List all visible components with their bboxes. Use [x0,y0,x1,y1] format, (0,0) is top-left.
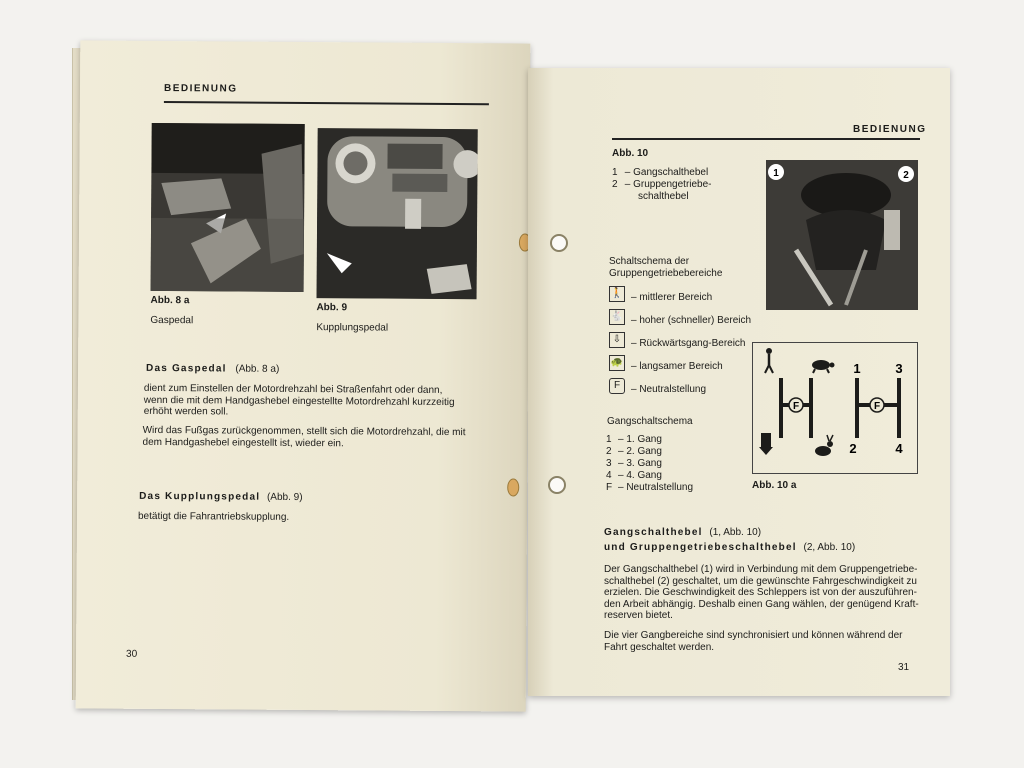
gear-number-3: 3 [895,361,903,376]
text-line: den Arbeit abhängig. Deshalb einen Gang wählen, der genügend Kraft- [604,598,919,610]
kupplungspedal-title: Das Kupplungspedal [139,490,261,503]
range-text: – langsamer Bereich [631,361,723,372]
range-item [609,309,789,332]
page-number: 31 [898,662,910,673]
fig10-label: Abb. 10 [612,148,649,159]
gangschalthebel-para1 [604,564,924,622]
gear-item: 2 – 2. Gang [606,446,662,457]
left-page [76,40,531,711]
rabbit-icon [815,435,833,456]
gangschalthebel-para2 [604,630,924,653]
range-text: – mittlerer Bereich [631,292,713,303]
turtle-icon [812,360,835,373]
range-text: – hoher (schneller) Bereich [631,315,752,326]
legend-item: schalthebel [638,191,689,202]
gear-number-4: 4 [895,441,903,456]
text-line: schalthebel (2) geschaltet, um die gewünschte Fahrgeschwindigkeit zu [604,575,917,587]
range-text: – Neutralstellung [631,384,707,395]
gear-list [606,434,693,494]
text-line: dem Handgashebel eingestellt ist, wieder ein. [142,436,344,449]
shift-pattern-diagram [752,342,918,474]
text-line: erhöht werden soll. [143,405,229,418]
gangschalthebel-heading [604,527,761,539]
text-line: wenn die mit dem Handgashebel eingestellte Motordrehzahl kurzzeitig [143,394,455,408]
reverse-icon: ⇩ [609,332,625,348]
reverse-icon [759,433,773,455]
fig10a-label: Abb. 10 a [752,480,797,491]
torn-binding-hole [507,478,519,496]
binding-hole [548,476,566,494]
gear-item: 4 – 4. Gang [606,470,662,481]
section-ref: (2, Abb. 10) [803,542,856,553]
section-title: Gangschalthebel [604,527,703,538]
text-line: Die vier Gangbereiche sind synchronisiert und können während der [604,630,903,641]
section-title: und Gruppengetriebeschalthebel [604,542,797,553]
header-rule [164,101,489,105]
text-line: reserven bietet. [604,610,673,621]
rabbit-icon: 🐇 [609,309,625,325]
clutch-pedal-photo [317,128,478,299]
text-line: dient zum Einstellen der Motordrehzahl bei Straßenfahrt oder dann, [143,382,443,396]
schema-title [609,256,722,280]
legend-item: 1 – Gangschalthebel [612,167,709,178]
neutral-f-left: F [792,401,800,412]
right-page [528,68,950,696]
kupplungspedal-heading [139,491,303,504]
page-header: BEDIENUNG [853,124,927,135]
text-line: Gruppengetriebebereiche [609,268,723,279]
section-ref: (1, Abb. 10) [709,527,762,538]
text-line: Schaltschema der [609,256,690,267]
page-number: 30 [126,648,138,660]
fig8a-label: Abb. 8 a [150,294,190,307]
gear-item: F – Neutralstellung [606,482,694,493]
text-line: Wird das Fußgas zurückgenommen, stellt sich die Motordrehzahl, die mit [142,424,466,439]
header-rule [612,138,920,140]
text-line: Fahrt geschaltet werden. [604,641,715,653]
gaspedal-heading [146,363,279,376]
photo-marker-1: 1 [773,168,779,179]
gaspedal-ref: (Abb. 8 a) [235,363,280,375]
gear-number-1: 1 [853,361,861,376]
range-item [609,286,789,309]
gear-number-2: 2 [849,441,857,456]
gear-item: 1 – 1. Gang [606,434,662,445]
gas-pedal-photo [151,123,305,292]
fig9-caption: Kupplungspedal [316,322,389,334]
fig9-label: Abb. 9 [316,302,348,314]
page-header: BEDIENUNG [163,83,238,95]
photo-marker-2: 2 [903,170,909,181]
gaspedal-para1 [144,383,484,420]
gruppengetriebe-heading [604,542,855,554]
gaspedal-title: Das Gaspedal [146,362,227,375]
neutral-icon: F [609,378,625,394]
fig8a-caption: Gaspedal [150,314,194,327]
turtle-icon: 🐢 [609,355,625,371]
kupplungspedal-ref: (Abb. 9) [266,491,303,503]
gaspedal-para2 [142,425,482,450]
walker-icon: 🚶 [609,286,625,302]
neutral-f-right: F [873,401,881,412]
text-line: erzielen. Die Geschwindigkeit des Schleppers ist von der auszuführen- [604,587,917,598]
binding-hole [550,234,568,252]
text-line: Der Gangschalthebel (1) wird in Verbindung mit dem Gruppengetriebe- [604,564,918,575]
gear-schema-title: Gangschaltschema [607,416,693,427]
legend-item: 2 – Gruppengetriebe- [612,179,712,190]
gear-item: 3 – 3. Gang [606,458,662,469]
range-text: – Rückwärtsgang-Bereich [631,338,746,349]
fig10-legend [612,167,712,203]
kupplungspedal-text: betätigt die Fahrantriebskupplung. [137,510,290,523]
walker-icon [765,348,773,373]
